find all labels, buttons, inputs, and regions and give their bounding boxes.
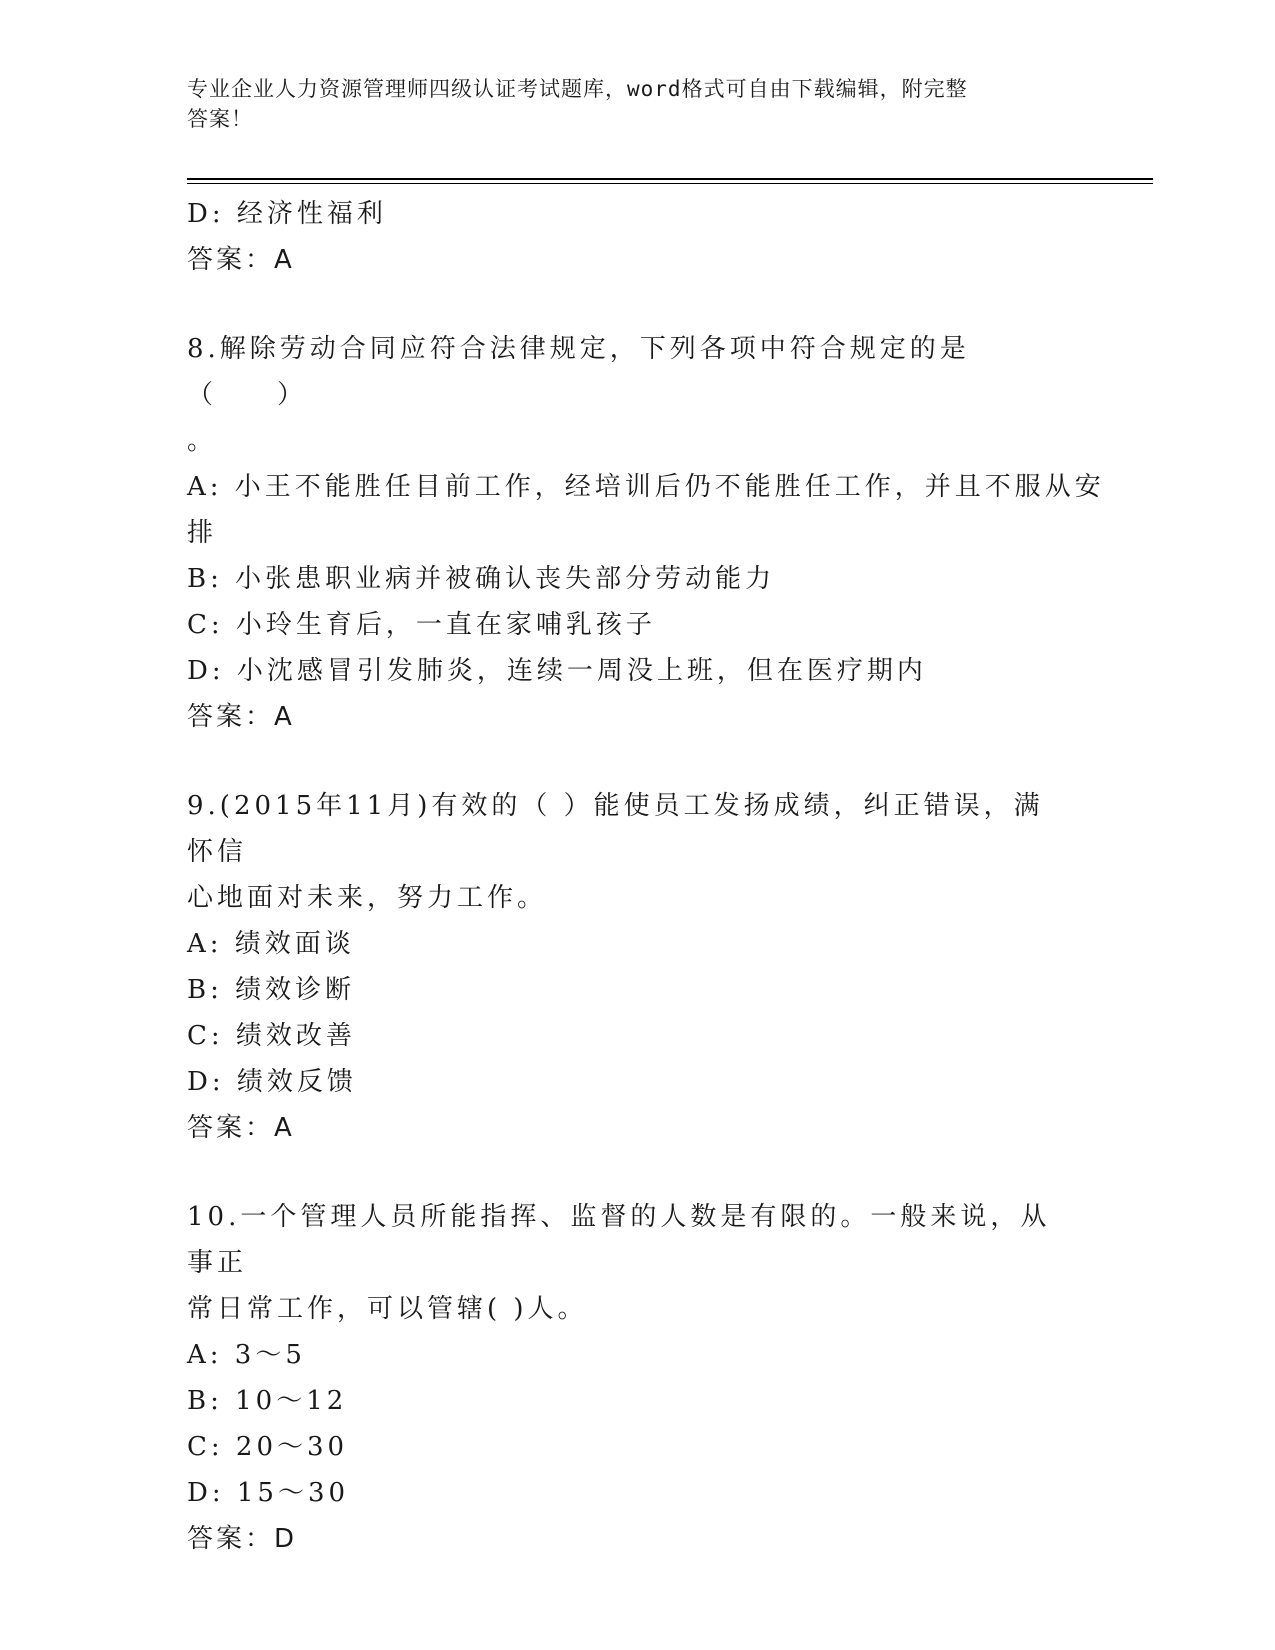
- question-text-line-2: 心地面对未来，努力工作。: [187, 883, 548, 913]
- option-c: C: 小玲生育后，一直在家哺乳孩子: [187, 610, 656, 640]
- option-c: C: 绩效改善: [187, 1021, 356, 1051]
- option-a: A: 小王不能胜任目前工作，经培训后仍不能胜任工作，并且不服从安: [187, 472, 1105, 502]
- option-a: A: 3～5: [187, 1340, 306, 1370]
- answer-line: 答案：A: [187, 702, 295, 732]
- header-rule-thick: [187, 178, 1153, 180]
- header-line-1: 专业企业人力资源管理师四级认证考试题库，word格式可自由下载编辑，附完整: [187, 77, 968, 101]
- answer-line: 答案：A: [187, 1113, 295, 1143]
- question-9: [187, 783, 1087, 1151]
- option-d: D: 15～30: [187, 1478, 350, 1508]
- option-b: B: 10～12: [187, 1386, 348, 1416]
- option-d: D: 经济性福利: [187, 199, 387, 229]
- document-header: [187, 74, 1067, 134]
- question-text-line-1: 8.解除劳动合同应符合法律规定，下列各项中符合规定的是（ ）: [187, 334, 970, 410]
- answer-line: 答案：D: [187, 1524, 298, 1554]
- option-d: D: 小沈感冒引发肺炎，连续一周没上班，但在医疗期内: [187, 656, 927, 686]
- answer-line: 答案：A: [187, 245, 295, 275]
- option-a: A: 绩效面谈: [187, 929, 355, 959]
- question-text-line-2: 。: [187, 426, 218, 456]
- question-8: [187, 326, 1105, 740]
- option-b: B: 小张患职业病并被确认丧失部分劳动能力: [187, 564, 776, 594]
- question-text-line-1: 10.一个管理人员所能指挥、监督的人数是有限的。一般来说，从事正: [187, 1202, 1051, 1278]
- previous-question-tail: [187, 191, 1087, 283]
- option-a-continued: 排: [187, 518, 218, 548]
- question-10: [187, 1194, 1087, 1562]
- question-text-line-2: 常日常工作，可以管辖( )人。: [187, 1294, 588, 1324]
- header-rule-thin: [187, 183, 1153, 184]
- header-line-2: 答案！: [187, 107, 253, 131]
- question-list: [187, 191, 1105, 1562]
- question-text-line-1: 9.(2015年11月)有效的（ ）能使员工发扬成绩，纠正错误，满怀信: [187, 791, 1044, 867]
- option-d: D: 绩效反馈: [187, 1067, 357, 1097]
- option-b: B: 绩效诊断: [187, 975, 356, 1005]
- option-c: C: 20～30: [187, 1432, 349, 1462]
